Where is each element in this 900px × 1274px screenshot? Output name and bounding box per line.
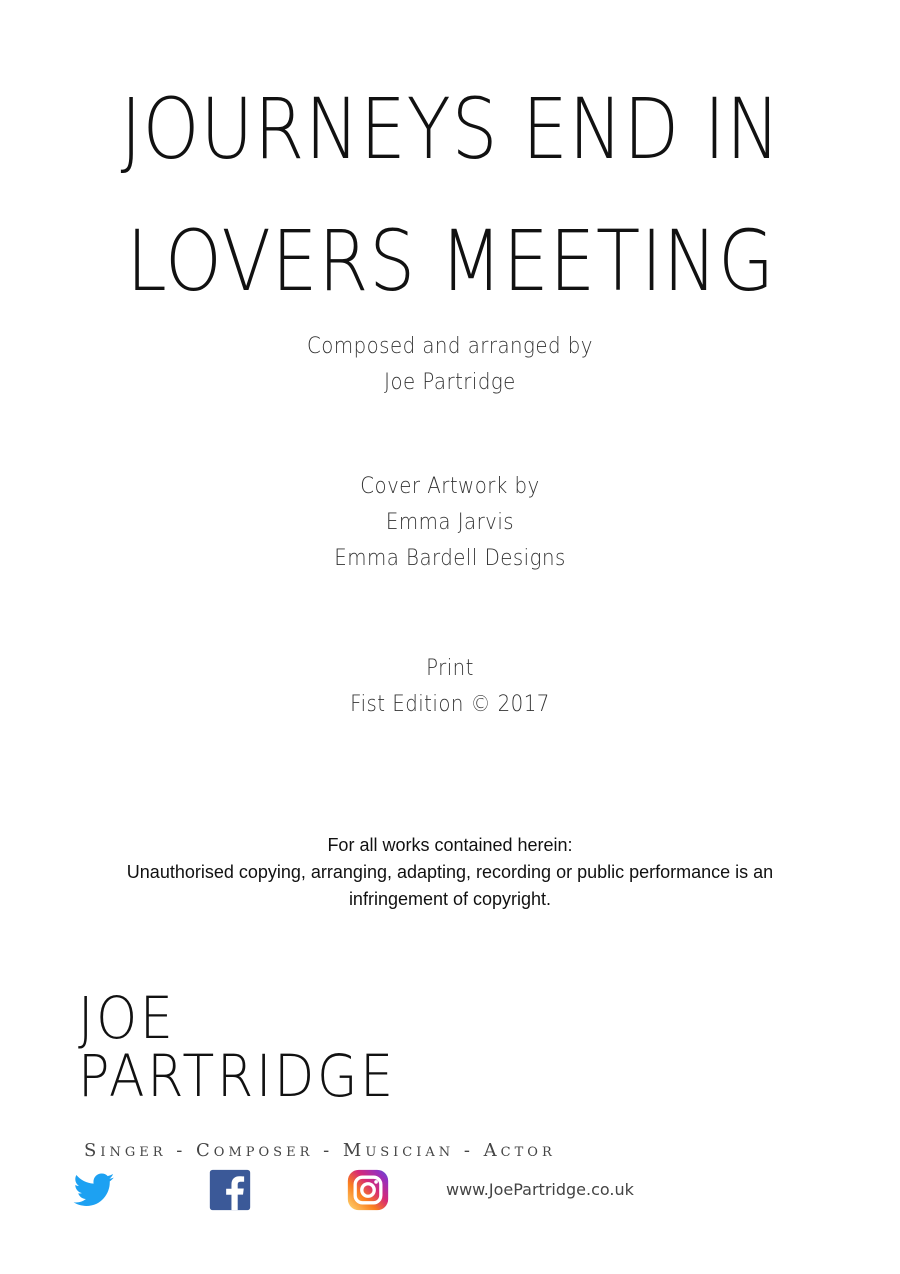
- copyright-notice-line-2: Unauthorised copying, arranging, adapting, recording or public performance is an: [126, 862, 774, 882]
- brand-first-name: JOE: [78, 984, 176, 1052]
- title-line-2: LOVERS MEETING: [126, 212, 775, 310]
- twitter-icon[interactable]: [72, 1168, 116, 1212]
- instagram-icon[interactable]: [346, 1168, 390, 1212]
- copyright-notice-line-1: For all works contained herein:: [327, 835, 573, 855]
- facebook-icon[interactable]: [208, 1168, 252, 1212]
- website-link[interactable]: www.JoePartridge.co.uk: [446, 1180, 634, 1199]
- artwork-label: Cover Artwork by: [360, 474, 540, 499]
- edition-text: Fist Edition © 2017: [350, 692, 550, 717]
- artwork-artist: Emma Jarvis: [385, 510, 515, 535]
- composer-name: Joe Partridge: [384, 370, 516, 395]
- edition-format: Print: [426, 656, 474, 681]
- composer-label: Composed and arranged by: [307, 334, 593, 359]
- copyright-notice: [40, 832, 860, 913]
- brand-last-name: PARTRIDGE: [78, 1042, 396, 1110]
- artwork-studio: Emma Bardell Designs: [334, 546, 566, 571]
- copyright-notice-line-3: infringement of copyright.: [348, 889, 552, 909]
- title-line-1: JOURNEYS END IN: [120, 80, 781, 178]
- brand-tagline: Singer - Composer - Musician - Actor: [84, 1140, 556, 1161]
